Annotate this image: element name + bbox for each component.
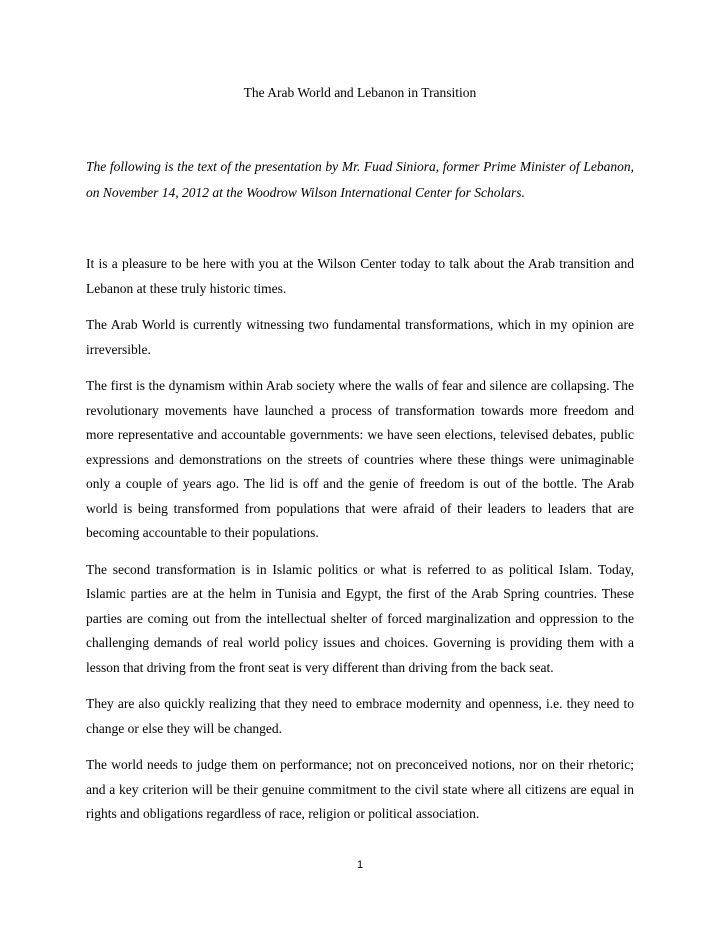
- body-paragraph: The first is the dynamism within Arab society where the walls of fear and silence are collapsing. The revolutionary movements have launched a process of transformation towards more freedom and more representative and accountable governments: we have seen elections, televised debates, public expressions and demonstrations on the streets of countries where these things were unimaginable only a couple of years ago. The lid is off and the genie of freedom is out of the bottle. The Arab world is being transformed from populations that were afraid of their leaders to leaders that are becoming accountable to their populations.: [86, 378, 634, 540]
- document-body: [86, 252, 634, 839]
- body-paragraph: They are also quickly realizing that they need to embrace modernity and openness, i.e. they need to change or else they will be changed.: [86, 696, 634, 736]
- intro-note: The following is the text of the presentation by Mr. Fuad Siniora, former Prime Minister of Lebanon, on November 14, 2012 at the Woodrow Wilson International Center for Scholars.: [86, 159, 634, 200]
- body-paragraph: The second transformation is in Islamic politics or what is referred to as political Islam. Today, Islamic parties are at the helm in Tunisia and Egypt, the first of the Arab Spring countries. These parties are coming out from the intellectual shelter of forced marginalization and oppression to the challenging demands of real world policy issues and choices. Governing is providing them with a lesson that driving from the front seat is very different than driving from the back seat.: [86, 561, 634, 675]
- page-number: 1: [356, 859, 364, 871]
- document-title: The Arab World and Lebanon in Transition: [243, 85, 477, 100]
- body-paragraph: The Arab World is currently witnessing two fundamental transformations, which in my opinion are irreversible.: [86, 317, 634, 357]
- body-paragraph: It is a pleasure to be here with you at the Wilson Center today to talk about the Arab transition and Lebanon at these truly historic times.: [86, 256, 634, 296]
- body-paragraph: The world needs to judge them on performance; not on preconceived notions, nor on their rhetoric; and a key criterion will be their genuine commitment to the civil state where all citizens are equal in rights and obligations regardless of race, religion or political association.: [86, 757, 634, 821]
